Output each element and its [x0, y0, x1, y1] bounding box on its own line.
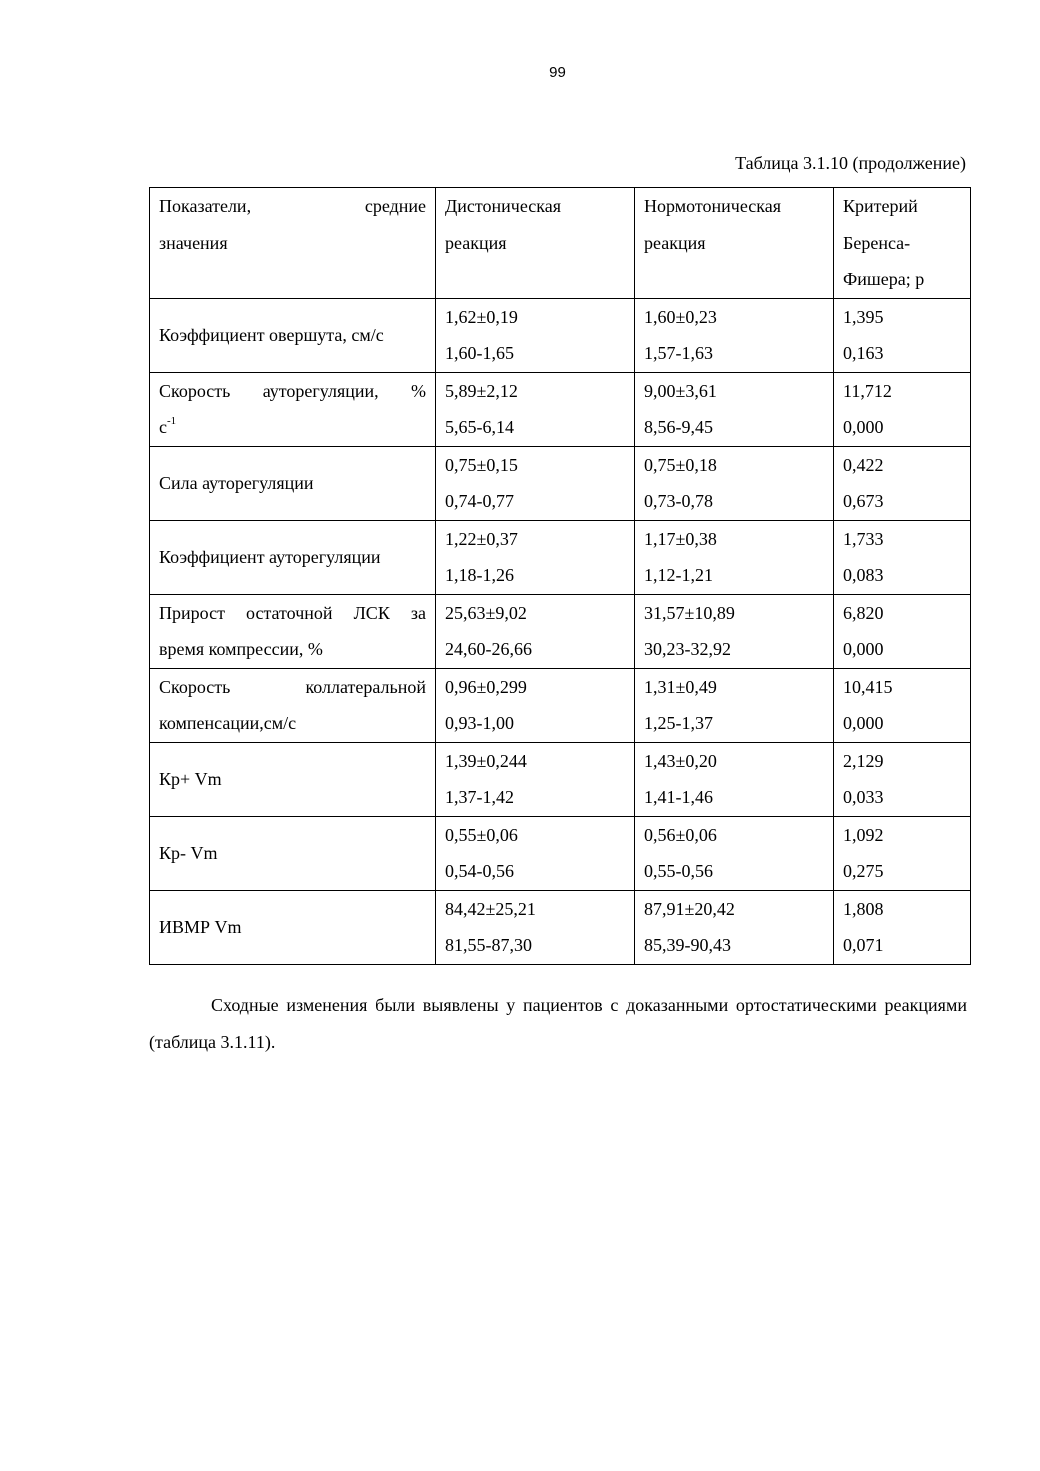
dystonic-cell: 84,42±25,21 81,55-87,30	[436, 890, 635, 964]
criterion-cell: 11,712 0,000	[834, 372, 971, 446]
table-row	[150, 816, 971, 890]
header-normotonic: Нормотоническая реакция	[635, 188, 834, 299]
table-row	[150, 594, 971, 668]
table-header-row	[150, 188, 971, 299]
criterion-cell: 2,129 0,033	[834, 742, 971, 816]
header-indicators	[150, 188, 436, 299]
criterion-cell: 10,415 0,000	[834, 668, 971, 742]
dystonic-cell: 1,62±0,19 1,60-1,65	[436, 298, 635, 372]
criterion-cell: 1,808 0,071	[834, 890, 971, 964]
row-label: Коэффициент ауторегуляции	[150, 520, 436, 594]
normotonic-cell: 0,56±0,06 0,55-0,56	[635, 816, 834, 890]
dystonic-cell: 5,89±2,12 5,65-6,14	[436, 372, 635, 446]
dystonic-cell: 0,55±0,06 0,54-0,56	[436, 816, 635, 890]
row-label: Кр- Vm	[150, 816, 436, 890]
header-indicators-line2: значения	[159, 232, 228, 253]
dystonic-cell: 0,75±0,15 0,74-0,77	[436, 446, 635, 520]
table-row	[150, 298, 971, 372]
row-label: Прирост остаточной ЛСК за время компрессии, %	[150, 594, 436, 668]
normotonic-cell: 1,17±0,38 1,12-1,21	[635, 520, 834, 594]
dystonic-cell: 1,22±0,37 1,18-1,26	[436, 520, 635, 594]
criterion-cell: 1,395 0,163	[834, 298, 971, 372]
row-label: ИВМР Vm	[150, 890, 436, 964]
criterion-cell: 1,092 0,275	[834, 816, 971, 890]
normotonic-cell: 1,43±0,20 1,41-1,46	[635, 742, 834, 816]
row-label: Коэффициент овершута, см/с	[150, 298, 436, 372]
body-paragraph: Сходные изменения были выявлены у пациентов с доказанными ортостатическими реакциями (таблица 3.1.11).	[149, 995, 967, 1052]
page-number: 99	[549, 64, 566, 81]
criterion-cell: 1,733 0,083	[834, 520, 971, 594]
table-row	[150, 668, 971, 742]
normotonic-cell: 0,75±0,18 0,73-0,78	[635, 446, 834, 520]
normotonic-cell: 1,31±0,49 1,25-1,37	[635, 668, 834, 742]
normotonic-cell: 1,60±0,23 1,57-1,63	[635, 298, 834, 372]
dystonic-cell: 25,63±9,02 24,60-26,66	[436, 594, 635, 668]
table-row	[150, 520, 971, 594]
normotonic-cell: 87,91±20,42 85,39-90,43	[635, 890, 834, 964]
row-label: Сила ауторегуляции	[150, 446, 436, 520]
row-label: Скорость коллатеральной компенсации,см/с	[150, 668, 436, 742]
criterion-cell: 6,820 0,000	[834, 594, 971, 668]
normotonic-cell: 9,00±3,61 8,56-9,45	[635, 372, 834, 446]
dystonic-cell: 1,39±0,244 1,37-1,42	[436, 742, 635, 816]
normotonic-cell: 31,57±10,89 30,23-32,92	[635, 594, 834, 668]
row-label: Скорость ауторегуляции, % $с^{-1}$	[150, 372, 436, 446]
header-dystonic: Дистоническая реакция	[436, 188, 635, 299]
table-row	[150, 446, 971, 520]
table-row	[150, 372, 971, 446]
table-row	[150, 890, 971, 964]
table-row	[150, 742, 971, 816]
results-table	[149, 187, 971, 965]
header-criterion: Критерий Беренса- Фишера; p	[834, 188, 971, 299]
row-label: Кр+ Vm	[150, 742, 436, 816]
header-indicators-line1: Показатели, средние	[159, 196, 426, 216]
table-caption: Таблица 3.1.10 (продолжение)	[735, 153, 966, 173]
dystonic-cell: 0,96±0,299 0,93-1,00	[436, 668, 635, 742]
criterion-cell: 0,422 0,673	[834, 446, 971, 520]
